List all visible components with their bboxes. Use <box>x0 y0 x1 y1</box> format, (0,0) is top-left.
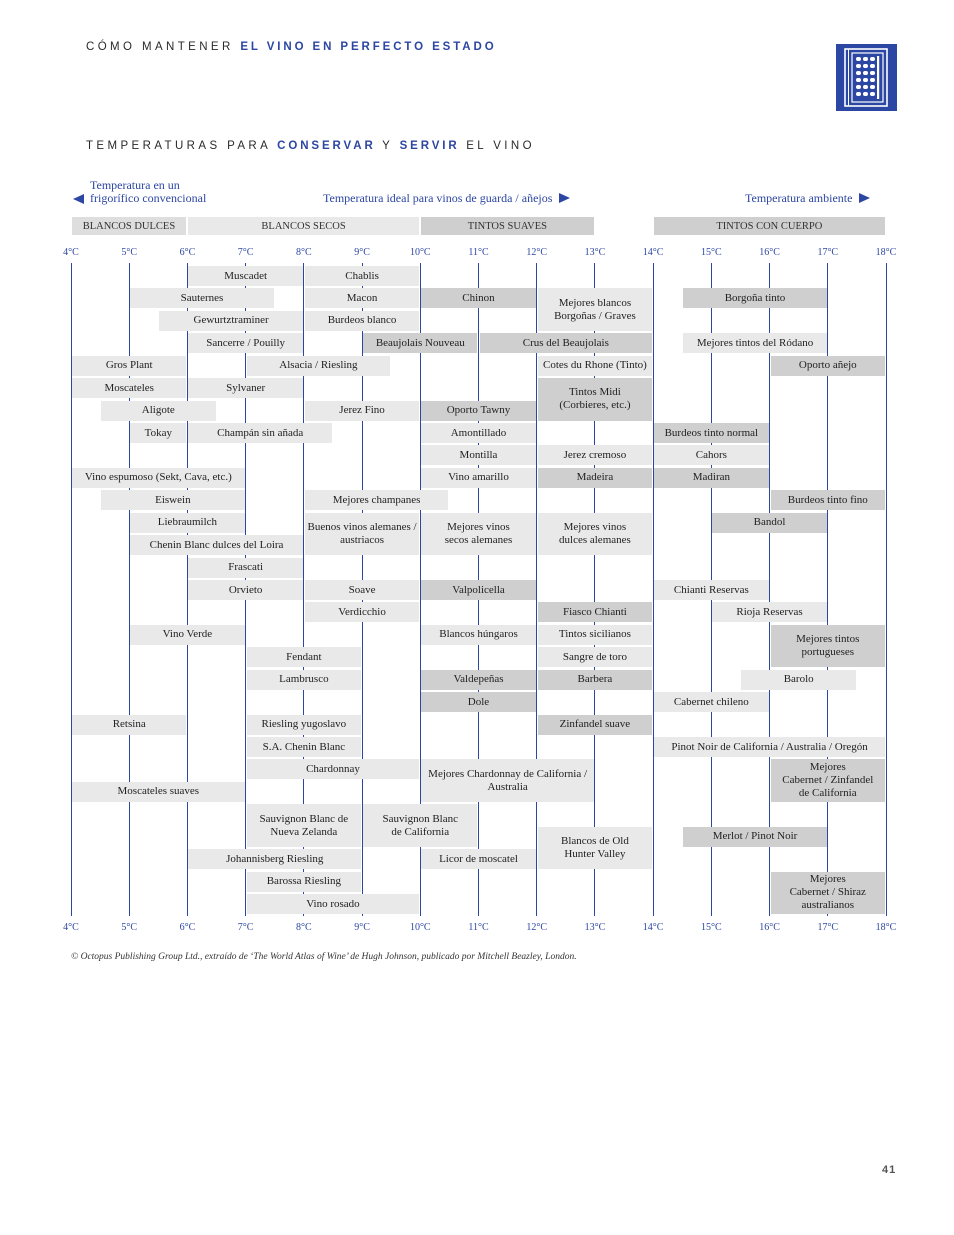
wine-bar <box>538 356 652 376</box>
wine-bar <box>188 849 361 869</box>
wine-name: Mejores Cabernet / Zinfandel de California <box>782 761 874 800</box>
wine-bar <box>538 827 652 869</box>
wine-bar <box>188 580 302 600</box>
category-band <box>421 217 594 235</box>
tick-label-top: 14°C <box>642 247 664 258</box>
tick-label-top: 9°C <box>354 247 370 258</box>
wine-bar <box>130 513 244 533</box>
tick-label-bottom: 18°C <box>875 922 897 933</box>
tick-label-bottom: 14°C <box>642 922 664 933</box>
wine-name: Alsacia / Riesling <box>279 359 358 372</box>
wine-name: Mejores vinos secos alemanes <box>444 520 513 546</box>
wine-name: Chinon <box>462 291 495 304</box>
wine-name: Aligote <box>141 404 175 417</box>
category-label: TINTOS SUAVES <box>467 220 547 232</box>
wine-name: Valdepeñas <box>453 673 504 686</box>
wine-bar <box>421 445 535 465</box>
wine-name: Eiswein <box>155 493 191 506</box>
tick-label-top: 5°C <box>121 247 138 258</box>
wine-bar <box>741 670 855 690</box>
tick-label-top: 10°C <box>409 247 431 258</box>
wine-bar <box>305 311 419 331</box>
wine-name: Liebraumilch <box>157 516 218 529</box>
wine-name: Pinot Noir de California / Australia / Oregón <box>671 740 868 753</box>
wine-name: Jerez cremoso <box>563 448 627 461</box>
category-label: BLANCOS SECOS <box>261 220 346 232</box>
wine-bar <box>247 872 361 892</box>
wine-bar <box>421 670 535 690</box>
wine-name: S.A. Chenin Blanc <box>262 740 346 753</box>
tick-label-top: 7°C <box>237 247 254 258</box>
wine-bar <box>654 468 768 488</box>
zone-label-fridge: Temperatura en un frigorífico convencional <box>90 178 207 205</box>
wine-bar <box>538 647 652 667</box>
wine-bar <box>421 468 535 488</box>
wine-name: Burdeos tinto fino <box>787 493 868 506</box>
wine-name: Mejores blancos Borgoñas / Graves <box>554 296 636 322</box>
wine-name: Vino rosado <box>306 897 360 910</box>
wine-name: Madiran <box>692 471 730 484</box>
wine-name: Blancos de Old Hunter Valley <box>561 834 629 860</box>
wine-name: Orvieto <box>228 583 263 596</box>
wine-name: Chablis <box>345 269 379 282</box>
wine-name: Vino Verde <box>162 628 213 641</box>
wine-bar <box>130 535 303 555</box>
wine-name: Sylvaner <box>226 381 266 394</box>
tick-label-bottom: 16°C <box>759 922 780 933</box>
wine-name: Montilla <box>459 448 498 461</box>
wine-name: Sancerre / Pouilly <box>206 336 286 349</box>
wine-name: Cahors <box>695 448 727 461</box>
wine-name: Merlot / Pinot Noir <box>712 830 798 843</box>
wine-name: Cotes du Rhone (Tinto) <box>543 359 647 372</box>
wine-bar <box>247 894 420 914</box>
wine-bar <box>538 378 652 420</box>
category-label: TINTOS CON CUERPO <box>716 220 823 232</box>
wine-bar <box>683 288 827 308</box>
tick-label-bottom: 17°C <box>817 922 839 933</box>
wine-name: Vino espumoso (Sekt, Cava, etc.) <box>84 471 232 484</box>
wine-bar <box>538 445 652 465</box>
wine-name: Mejores tintos portugueses <box>796 633 860 659</box>
zone-label-room-text: Temperatura ambiente <box>745 191 853 205</box>
wine-name: Buenos vinos alemanes / austriacos <box>307 520 417 546</box>
wine-bar <box>654 692 768 712</box>
wine-name: Soave <box>348 583 376 596</box>
category-band <box>654 217 885 235</box>
wine-bar <box>72 356 186 376</box>
tick-label-top: 15°C <box>701 247 722 258</box>
wine-name: Macon <box>346 291 378 304</box>
section-heading-part: TEMPERATURAS PARA <box>86 140 271 152</box>
tick-label-bottom: 15°C <box>701 922 722 933</box>
tick-label-bottom: 4°C <box>63 922 79 933</box>
category-band <box>72 217 187 235</box>
wine-bar <box>188 558 302 578</box>
tick-label-bottom: 6°C <box>179 922 196 933</box>
wine-name: Tokay <box>144 426 172 439</box>
wine-bar <box>712 602 826 622</box>
wine-bar <box>305 490 449 510</box>
wine-bar <box>305 580 419 600</box>
tick-label-bottom: 12°C <box>526 922 548 933</box>
wine-bar <box>421 423 535 443</box>
wine-name: Mejores tintos del Ródano <box>696 336 814 349</box>
wine-bar <box>305 513 419 555</box>
wine-bar <box>101 490 245 510</box>
section-heading-part: Y <box>382 140 393 152</box>
wine-name: Lambrusco <box>279 673 329 686</box>
wine-bar <box>654 423 768 443</box>
wine-name: Sangre de toro <box>562 650 627 663</box>
tick-label-top: 4°C <box>63 247 79 258</box>
wine-name: Burdeos blanco <box>327 314 397 327</box>
wine-name: Gewurtztraminer <box>193 314 269 327</box>
wine-name: Verdicchio <box>338 605 386 618</box>
wine-bar <box>101 401 215 421</box>
header-title-highlight: EL VINO EN PERFECTO ESTADO <box>240 41 497 53</box>
wine-name: Barolo <box>783 673 814 686</box>
wine-name: Moscateles suaves <box>117 785 200 798</box>
wine-bar <box>72 782 245 802</box>
wine-bar <box>305 288 419 308</box>
wine-bar <box>130 288 274 308</box>
wine-name: Riesling yugoslavo <box>261 718 347 731</box>
tick-label-bottom: 11°C <box>468 922 489 933</box>
wine-bar <box>538 288 652 330</box>
tick-label-bottom: 5°C <box>121 922 138 933</box>
wine-bar <box>654 580 768 600</box>
wine-bar <box>538 625 652 645</box>
section-heading-highlight: SERVIR <box>399 140 460 152</box>
wine-name: Retsina <box>112 718 146 731</box>
wine-bar <box>305 401 419 421</box>
wine-name: Mejores vinos dulces alemanes <box>559 520 631 546</box>
section-heading-part: EL VINO <box>466 140 535 152</box>
zone-label-cellar-text: Temperatura ideal para vinos de guarda / añejos <box>323 191 553 205</box>
wine-name: Fendant <box>286 650 322 663</box>
grid-line <box>886 263 887 916</box>
wine-name: Tintos sicilianos <box>558 628 631 641</box>
wine-bar <box>188 266 302 286</box>
tick-label-top: 13°C <box>584 247 606 258</box>
tick-label-bottom: 9°C <box>354 922 370 933</box>
wine-name: Frascati <box>228 561 264 574</box>
wine-bar <box>771 872 885 914</box>
wine-bar <box>363 804 477 846</box>
wine-name: Amontillado <box>450 426 507 439</box>
wine-name: Mejores Chardonnay de California / Australia <box>428 767 588 793</box>
wine-name: Muscadet <box>224 269 268 282</box>
tick-label-top: 12°C <box>526 247 548 258</box>
wine-bar <box>159 311 303 331</box>
tick-label-top: 8°C <box>296 247 312 258</box>
wine-bar <box>421 759 594 801</box>
wine-bar <box>188 378 302 398</box>
wine-name: Vino amarillo <box>448 471 509 484</box>
wine-bar <box>247 647 361 667</box>
tick-label-bottom: 8°C <box>296 922 312 933</box>
wine-bar <box>247 759 420 779</box>
wine-name: Moscateles <box>104 381 154 394</box>
wine-name: Rioja Reservas <box>736 605 803 618</box>
wine-bar <box>771 490 885 510</box>
wine-name: Jerez Fino <box>339 404 385 417</box>
wine-bar <box>305 266 419 286</box>
tick-label-bottom: 7°C <box>237 922 254 933</box>
tick-label-top: 18°C <box>875 247 897 258</box>
wine-name: Licor de moscatel <box>439 852 518 865</box>
wine-bar <box>480 333 653 353</box>
wine-name: Chardonnay <box>306 762 360 775</box>
wine-bar <box>683 827 827 847</box>
wine-name: Gros Plant <box>105 359 153 372</box>
wine-name: Mejores Cabernet / Shiraz australianos <box>789 873 866 912</box>
wine-name: Valpolicella <box>452 583 505 596</box>
wine-name: Barbera <box>577 673 613 686</box>
wine-name: Tintos Midi (Corbieres, etc.) <box>559 386 631 412</box>
wine-name: Borgoña tinto <box>724 291 786 304</box>
wine-bar <box>72 715 186 735</box>
wine-name: Blancos húngaros <box>439 628 518 641</box>
wine-bar <box>247 715 361 735</box>
wine-bar <box>247 737 361 757</box>
wine-name: Champán sin añada <box>217 426 304 439</box>
wine-name: Chianti Reservas <box>673 583 749 596</box>
header-title: CÓMO MANTENER <box>86 41 234 53</box>
wine-bar <box>72 468 245 488</box>
wine-bar <box>130 423 186 443</box>
wine-bar <box>421 625 535 645</box>
category-band <box>188 217 419 235</box>
wine-bar <box>421 288 535 308</box>
wine-name: Cabernet chileno <box>673 695 749 708</box>
wine-bar <box>538 468 652 488</box>
wine-bar <box>363 333 477 353</box>
wine-bar <box>771 625 885 667</box>
wine-bar <box>421 692 535 712</box>
wine-name: Zinfandel suave <box>559 718 631 731</box>
tick-label-top: 17°C <box>817 247 839 258</box>
wine-bar <box>188 423 332 443</box>
page-number: 41 <box>882 1164 897 1176</box>
tick-label-top: 11°C <box>468 247 489 258</box>
wine-bar <box>421 401 535 421</box>
wine-name: Sauvignon Blanc de California <box>382 812 458 838</box>
wine-name: Beaujolais Nouveau <box>375 336 465 349</box>
wine-bar <box>538 602 652 622</box>
wine-bar <box>538 670 652 690</box>
wine-name: Chenin Blanc dulces del Loira <box>149 538 284 551</box>
wine-name: Crus del Beaujolais <box>522 336 609 349</box>
wine-name: Oporto añejo <box>798 359 857 372</box>
wine-bar <box>654 737 885 757</box>
wine-bar <box>683 333 827 353</box>
wine-bar <box>305 602 419 622</box>
wine-bar <box>654 445 768 465</box>
wine-name: Johannisberg Riesling <box>226 852 324 865</box>
wine-name: Bandol <box>753 516 786 529</box>
wine-name: Burdeos tinto normal <box>664 426 759 439</box>
tick-label-top: 16°C <box>759 247 780 258</box>
wine-bar <box>72 378 186 398</box>
wine-bar <box>421 513 535 555</box>
wine-bar <box>771 759 885 801</box>
category-label: BLANCOS DULCES <box>82 220 176 232</box>
wine-name: Dole <box>467 695 490 708</box>
wine-bar <box>130 625 244 645</box>
wine-bar <box>538 513 652 555</box>
wine-name: Madeira <box>576 471 614 484</box>
wine-name: Oporto Tawny <box>446 404 511 417</box>
tick-label-bottom: 13°C <box>584 922 606 933</box>
wine-bar <box>421 580 535 600</box>
wine-bar <box>188 333 302 353</box>
wine-bar <box>247 804 361 846</box>
wine-bar <box>247 356 391 376</box>
wine-name: Sauvignon Blanc de Nueva Zelanda <box>259 812 349 838</box>
wine-name: Barossa Riesling <box>266 875 341 888</box>
wine-name: Sauternes <box>180 291 224 304</box>
wine-bar <box>712 513 826 533</box>
wine-name: Mejores champanes <box>332 493 421 506</box>
wine-bar <box>247 670 361 690</box>
wine-bar <box>421 849 535 869</box>
wine-name: Fiasco Chianti <box>562 605 627 618</box>
tick-label-top: 6°C <box>179 247 196 258</box>
wine-bar <box>538 715 652 735</box>
wine-bar <box>771 356 885 376</box>
tick-label-bottom: 10°C <box>409 922 431 933</box>
copyright-caption: © Octopus Publishing Group Ltd., extraído de ‘The World Atlas of Wine’ de Hugh Johnson, publicado por Mitchell Beazley, London. <box>71 952 577 962</box>
section-heading-highlight: CONSERVAR <box>277 140 376 152</box>
